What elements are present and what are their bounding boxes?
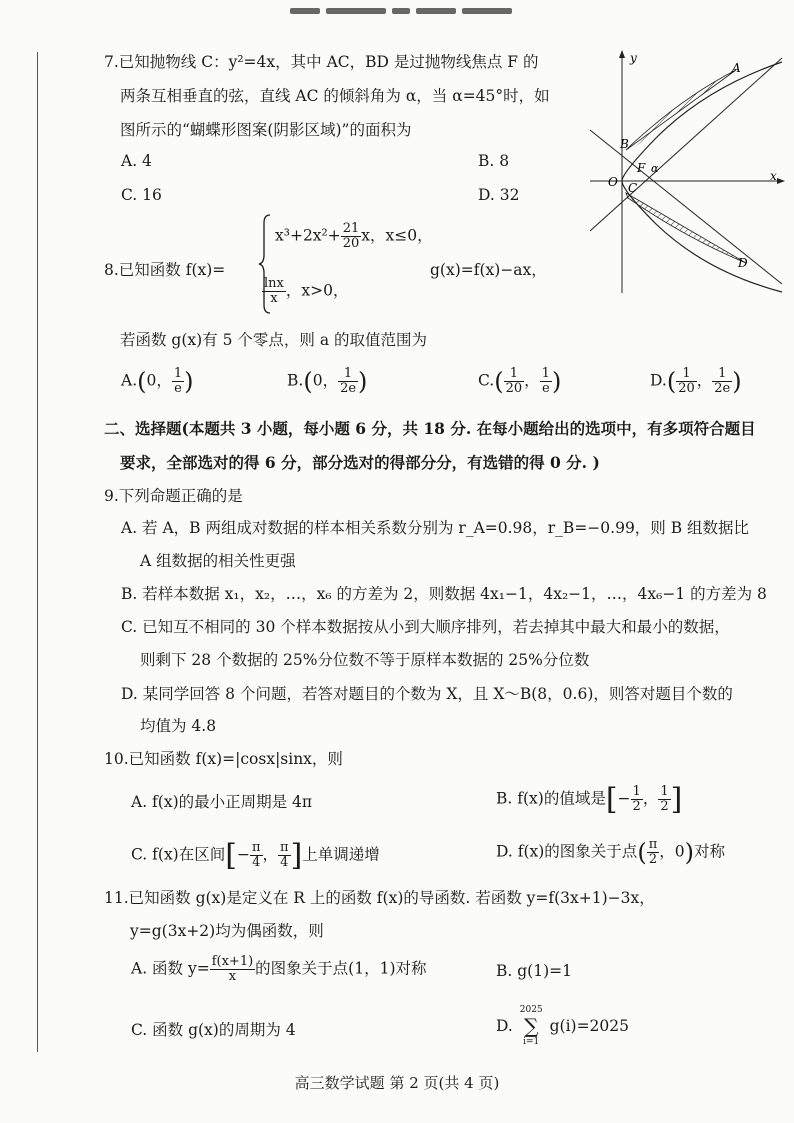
label-f: F: [637, 161, 646, 175]
q11-option-c: C. 函数 g(x)的周期为 4: [131, 1021, 296, 1039]
q7-line3: 图所示的“蝴蝶形图案(阴影区域)”的面积为: [120, 121, 412, 139]
q7-option-b: B. 8: [478, 152, 510, 170]
q10-option-a: A. f(x)的最小正周期是 4π: [131, 793, 313, 811]
q8-piece2: [262, 277, 348, 306]
frac-21-20: $\frac{21}{20}$: [342, 221, 360, 251]
q11-line1: 11.已知函数 g(x)是定义在 R 上的函数 f(x)的导函数. 若函数 y=f(3x+1)−3x，: [104, 889, 655, 907]
q9-option-d-line1: D. 某同学回答 8 个问题，若答对题目的个数为 X，且 X～B(8，0.6)，则答对题目个数的: [121, 685, 733, 703]
label-x: x: [770, 169, 777, 183]
q8-option-d: D.( $\frac{1}{20}$ ， $\frac{1}{2e}$ ): [650, 366, 742, 396]
piece1-poly: x³+2x²+: [275, 226, 341, 245]
chord-ac: [590, 58, 782, 231]
label-o: O: [608, 175, 618, 189]
q9-option-c-line1: C. 已知互不相同的 30 个样本数据按从小到大顺序排列，若去掉其中最大和最小的数据，: [121, 618, 730, 636]
q9-option-a-line2: A 组数据的相关性更强: [140, 552, 296, 570]
q7-option-d: D. 32: [478, 186, 520, 204]
label-d: D: [738, 256, 748, 270]
q10-stem: 10.已知函数 f(x)=|cosx|sinx，则: [104, 750, 343, 768]
label-y: y: [630, 51, 637, 65]
q8-option-c: C.( $\frac{1}{20}$ ， $\frac{1}{e}$ ): [478, 366, 562, 396]
q8-stem-prefix: 8.已知函数 f(x)=: [104, 261, 226, 279]
q7-line1: 7.已知抛物线 C：y²=4x，其中 AC，BD 是过抛物线焦点 F 的: [104, 53, 539, 71]
label-c: C: [628, 181, 638, 195]
q8-g-definition: g(x)=f(x)−ax，: [430, 261, 547, 279]
q11-line2: y=g(3x+2)均为偶函数，则: [130, 922, 324, 940]
page-footer: 高三数学试题 第 2 页(共 4 页): [294, 1074, 500, 1092]
q10-option-c: C. f(x)在区间[− $\frac{\pi}{4}$ ， $\frac{\pi}{4}$ ]上单调递增: [131, 838, 380, 873]
q7-line2: 两条互相垂直的弦，直线 AC 的倾斜角为 α，当 α=45°时，如: [120, 87, 550, 105]
q7-option-c: C. 16: [121, 186, 162, 204]
butterfly-parabola-figure: [586, 48, 786, 298]
chord-bd: [590, 130, 782, 284]
q11-option-d: D. 2025 ∑ i=1 g(i)=2025: [496, 1005, 630, 1047]
q10-option-d: D. f(x)的图象关于点( $\frac{\pi}{2}$ ，0)对称: [496, 837, 725, 867]
q9-option-d-line2: 均值为 4.8: [140, 717, 217, 735]
top-cutoff-text: [290, 0, 530, 14]
q8-line2: 若函数 g(x)有 5 个零点，则 a 的取值范围为: [120, 331, 427, 349]
q9-stem: 9.下列命题正确的是: [104, 487, 243, 505]
q8-piece1: [275, 222, 433, 251]
shaded-region-lower: [626, 193, 746, 263]
q9-option-c-line2: 则剩下 28 个数据的 25%分位数不等于原样本数据的 25%分位数: [140, 651, 590, 669]
q11-option-b: B. g(1)=1: [496, 962, 572, 980]
binding-margin-line: [37, 52, 38, 1052]
q10-option-b: B. f(x)的值域是[− $\frac{1}{2}$ ， $\frac{1}{2}$ ]: [496, 782, 683, 817]
piece2-domain: ，x>0，: [285, 281, 349, 300]
q8-option-b: B.(0， $\frac{1}{2e}$ ): [287, 366, 368, 396]
piece1-domain: x，x≤0，: [361, 226, 433, 245]
q9-option-a-line1: A. 若 A，B 两组成对数据的样本相关系数分别为 r_A=0.98，r_B=−0.99，则 B 组数据比: [121, 519, 750, 537]
q11-option-a: A. 函数 y= $\frac{f(x+1)}{x}$ 的图象关于点(1，1)对称: [131, 954, 427, 984]
q8-option-a: A.(0， $\frac{1}{e}$ ): [121, 366, 194, 396]
section2-line1: 二、选择题(本题共 3 小题，每小题 6 分，共 18 分. 在每小题给出的选项中，有多项符合题目: [104, 419, 756, 438]
parabola-curve: [622, 62, 782, 292]
section2-line2: 要求，全部选对的得 6 分，部分选对的得部分分，有选错的得 0 分. ): [120, 453, 600, 472]
label-b: B: [620, 137, 629, 151]
label-alpha: α: [651, 162, 659, 175]
label-a: A: [732, 61, 741, 75]
frac-lnx-x: $\frac{\ln x}{x}$: [264, 276, 284, 306]
q9-option-b: B. 若样本数据 x₁，x₂，…，x₆ 的方差为 2，则数据 4x₁−1，4x₂−1，…，4x₆−1 的方差为 8: [121, 585, 767, 603]
q7-option-a: A. 4: [121, 152, 152, 170]
